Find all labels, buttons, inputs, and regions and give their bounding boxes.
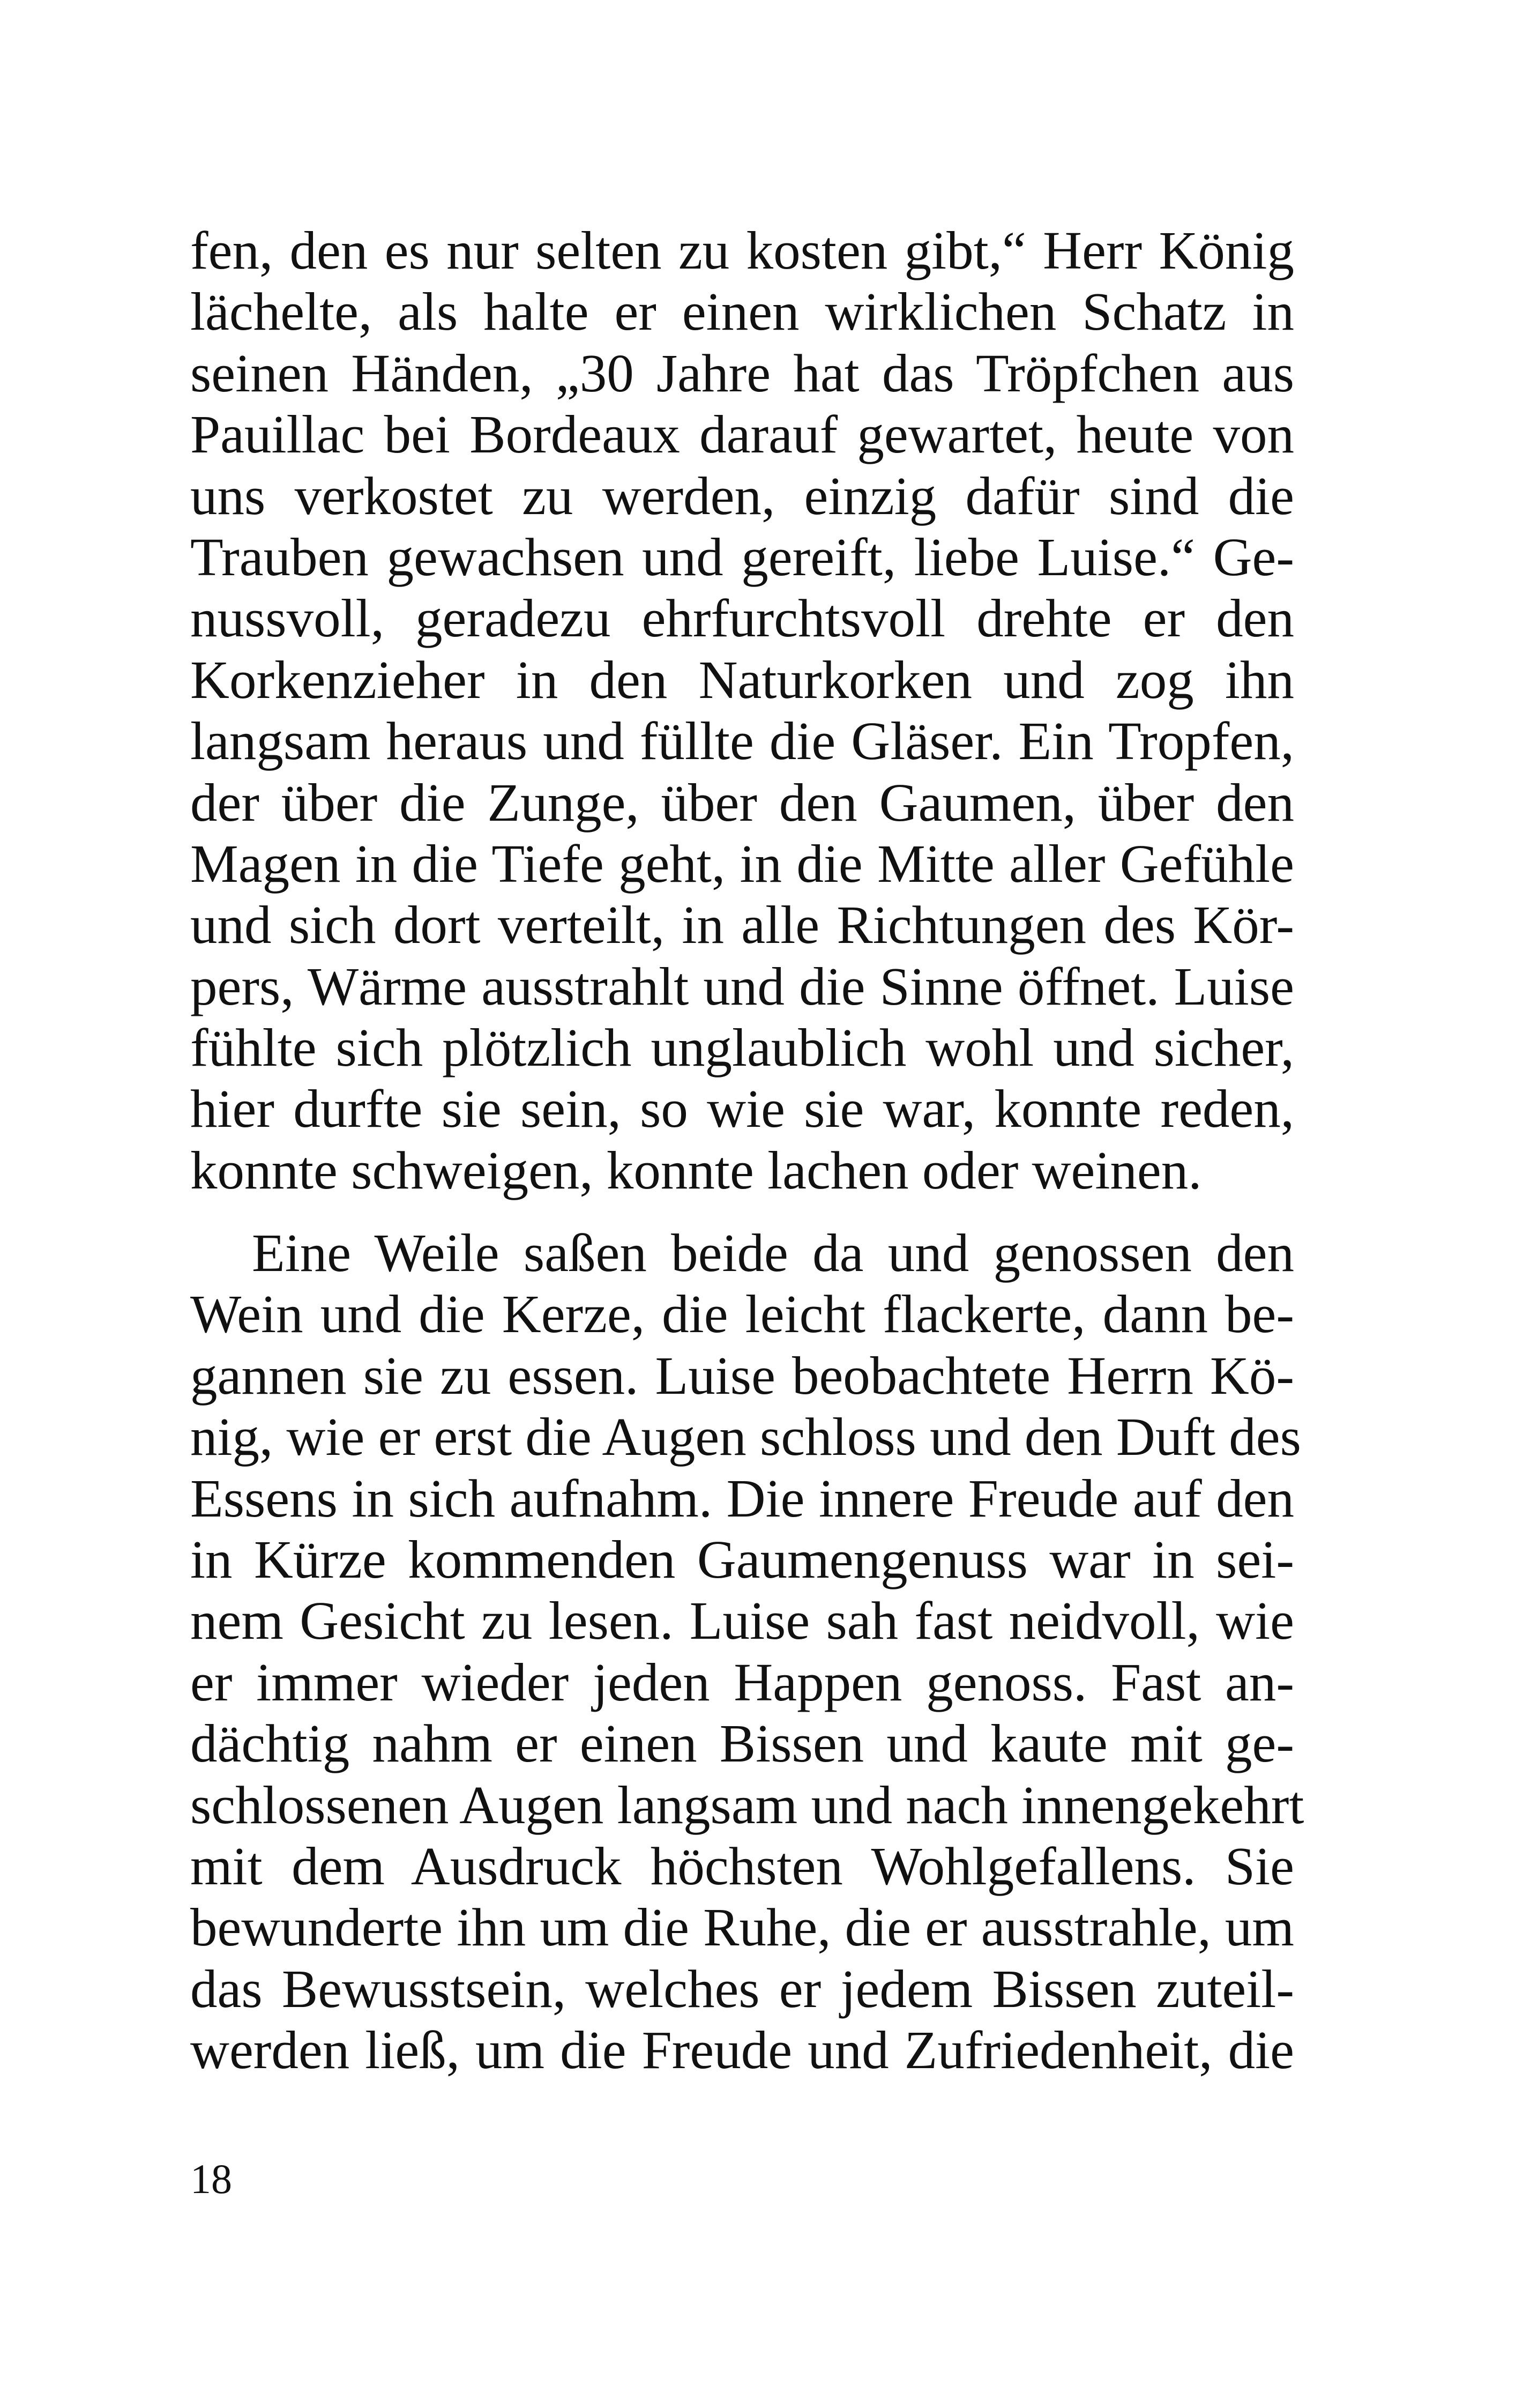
- text-line: Essens in sich aufnahm. Die innere Freude auf den: [190, 1468, 1294, 1528]
- text-line: dächtig nahm er einen Bissen und kaute mit ge-: [190, 1713, 1294, 1774]
- page-number: 18: [190, 2156, 232, 2202]
- text-line: und sich dort verteilt, in alle Richtungen des Kör-: [190, 895, 1294, 955]
- text-line: Wein und die Kerze, die leicht flackerte, dann be-: [190, 1284, 1294, 1344]
- text-line: Pauillac bei Bordeaux darauf gewartet, heute von: [190, 404, 1294, 465]
- text-line: langsam heraus und füllte die Gläser. Ein Tropfen,: [190, 711, 1294, 771]
- text-line: das Bewusstsein, welches er jedem Bissen zuteil-: [190, 1958, 1294, 2019]
- text-line: nussvoll, geradezu ehrfurchtsvoll drehte er den: [190, 588, 1294, 649]
- text-line: seinen Händen, „30 Jahre hat das Tröpfchen aus: [190, 343, 1294, 403]
- text-line: schlossenen Augen langsam und nach innengekehrt: [190, 1774, 1304, 1835]
- text-line: Magen in die Tiefe geht, in die Mitte aller Gefühle: [190, 833, 1294, 894]
- text-line: er immer wieder jeden Happen genoss. Fast an-: [190, 1652, 1294, 1712]
- text-line: fen, den es nur selten zu kosten gibt,“ Herr König: [190, 220, 1294, 280]
- text-line: werden ließ, um die Freude und Zufriedenheit, die: [190, 2020, 1294, 2080]
- text-line: mit dem Ausdruck höchsten Wohlgefallens. Sie: [190, 1835, 1294, 1896]
- text-line: nem Gesicht zu lesen. Luise sah fast neidvoll, wie: [190, 1591, 1294, 1651]
- text-line: der über die Zunge, über den Gaumen, über den: [190, 772, 1294, 833]
- paragraph-2: [190, 1222, 1304, 2080]
- text-line: Eine Weile saßen beide da und genossen den: [252, 1223, 1294, 1283]
- text-line: uns verkostet zu werden, einzig dafür sind die: [190, 465, 1294, 526]
- text-line: Trauben gewachsen und gereift, liebe Luise.“ Ge-: [190, 526, 1294, 587]
- text-line: fühlte sich plötzlich unglaublich wohl und sicher,: [190, 1017, 1294, 1078]
- text-line: nig, wie er erst die Augen schloss und den Duft des: [190, 1407, 1301, 1467]
- text-line: hier durfte sie sein, so wie sie war, konnte reden,: [190, 1079, 1294, 1139]
- paragraph-1: [190, 220, 1294, 1201]
- text-line: bewunderte ihn um die Ruhe, die er ausstrahle, um: [190, 1897, 1294, 1958]
- text-line: konnte schweigen, konnte lachen oder weinen.: [190, 1140, 1202, 1200]
- text-line: pers, Wärme ausstrahlt und die Sinne öffnet. Luise: [190, 956, 1294, 1016]
- text-line: in Kürze kommenden Gaumengenuss war in sei-: [190, 1529, 1294, 1589]
- text-line: lächelte, als halte er einen wirklichen Schatz in: [190, 281, 1294, 342]
- text-line: gannen sie zu essen. Luise beobachtete Herrn Kö-: [190, 1345, 1294, 1406]
- text-line: Korkenzieher in den Naturkorken und zog ihn: [190, 649, 1294, 710]
